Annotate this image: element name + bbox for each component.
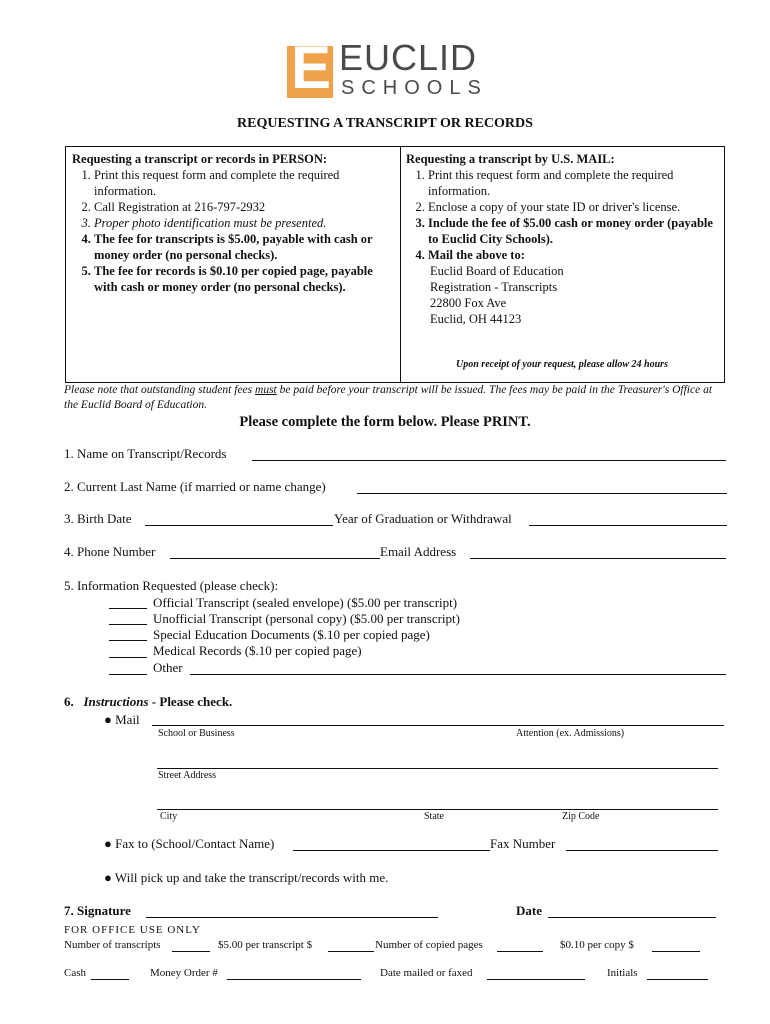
city-state-zip-input[interactable] xyxy=(157,809,718,810)
date-mailed-input[interactable] xyxy=(487,979,585,980)
phone-input[interactable] xyxy=(170,558,380,559)
money-order-label: Money Order # xyxy=(150,967,218,979)
in-person-item: 1. Print this request form and complete the required information. xyxy=(94,167,394,199)
num-pages-label: Number of copied pages xyxy=(375,939,483,951)
field-info-requested-label: 5. Information Requested (please check): xyxy=(64,578,279,593)
cash-input[interactable] xyxy=(91,979,129,980)
mail-option-label: Mail xyxy=(115,712,140,727)
by-mail-item: 4. Mail the above to: xyxy=(428,247,718,263)
city-label: City xyxy=(160,811,178,822)
street-address-label: Street Address xyxy=(158,770,217,781)
name-input[interactable] xyxy=(252,460,726,461)
instructions-number: 6. xyxy=(64,694,74,709)
signature-input[interactable] xyxy=(146,917,438,918)
initials-input[interactable] xyxy=(647,979,708,980)
in-person-item: 4. The fee for transcripts is $5.00, payable with cash or money order (no personal checks). xyxy=(94,231,394,263)
address-line: Registration - Transcripts xyxy=(430,280,558,294)
option-label: Official Transcript (sealed envelope) ($5.00 per transcript) xyxy=(153,595,458,610)
box-divider xyxy=(400,147,401,382)
receipt-note: Upon receipt of your request, please allow 24 hours xyxy=(456,359,668,370)
transcript-amount-input[interactable] xyxy=(328,951,374,952)
by-mail-heading: Requesting a transcript by U.S. MAIL: xyxy=(406,152,615,166)
instructions-heading xyxy=(64,694,232,710)
other-input[interactable] xyxy=(190,674,726,675)
attention-label: Attention (ex. Admissions) xyxy=(516,728,625,739)
fax-option[interactable]: ● Fax to (School/Contact Name) xyxy=(104,836,275,851)
mailing-address xyxy=(406,263,718,327)
date-label: Date xyxy=(516,903,542,918)
street-address-input[interactable] xyxy=(157,768,718,769)
form-instruction: Please complete the form below. Please PRINT. xyxy=(239,414,531,430)
pickup-option[interactable]: ● Will pick up and take the transcript/records with me. xyxy=(104,870,389,885)
option-label: Unofficial Transcript (personal copy) ($5.00 per transcript) xyxy=(153,611,460,626)
address-line: 22800 Fox Ave xyxy=(430,296,507,310)
num-transcripts-input[interactable] xyxy=(172,951,210,952)
field-last-name-label: 2. Current Last Name (if married or name change) xyxy=(64,479,326,494)
field-graduation-label: Year of Graduation or Withdrawal xyxy=(334,511,512,526)
copy-amount-input[interactable] xyxy=(652,951,700,952)
school-business-label: School or Business xyxy=(158,728,235,739)
school-business-input[interactable] xyxy=(152,725,724,726)
logo-schools-text: SCHOOLS xyxy=(341,77,488,99)
fees-note-text: be paid before your transcript will be issued. The fees may be paid in the Treasurer's Office at the Euclid Board of Education. xyxy=(64,384,713,411)
field-name-label: 1. Name on Transcript/Records xyxy=(64,446,227,461)
logo-e-letter: E xyxy=(291,34,332,101)
other-check[interactable] xyxy=(109,674,147,675)
official-transcript-check[interactable] xyxy=(109,608,147,609)
euclid-schools-logo xyxy=(287,34,488,101)
per-copy-label: $0.10 per copy $ xyxy=(560,939,634,951)
fees-note xyxy=(64,383,724,413)
by-mail-item: 2. Enclose a copy of your state ID or driver's license. xyxy=(428,199,718,215)
address-line: Euclid, OH 44123 xyxy=(430,312,522,326)
fees-note-text: Please note that outstanding student fees xyxy=(64,384,256,396)
instructions-rest: - Please check. xyxy=(148,694,233,709)
fees-note-must: must xyxy=(255,384,277,396)
fax-number-label: Fax Number xyxy=(490,836,556,851)
graduation-input[interactable] xyxy=(529,525,727,526)
in-person-column xyxy=(72,151,394,295)
birth-date-input[interactable] xyxy=(145,525,333,526)
num-transcripts-label: Number of transcripts xyxy=(64,939,161,951)
field-email-label: Email Address xyxy=(380,544,457,559)
initials-label: Initials xyxy=(607,967,638,979)
last-name-input[interactable] xyxy=(357,493,727,494)
instructions-italic: Instructions xyxy=(83,694,149,709)
address-line: Euclid Board of Education xyxy=(430,264,564,278)
pickup-option-label: Will pick up and take the transcript/records with me. xyxy=(114,870,389,885)
in-person-heading: Requesting a transcript or records in PERSON: xyxy=(72,152,328,166)
page-title: REQUESTING A TRANSCRIPT OR RECORDS xyxy=(237,116,533,131)
by-mail-column xyxy=(406,151,718,327)
per-transcript-label: $5.00 per transcript $ xyxy=(218,939,313,951)
cash-label: Cash xyxy=(64,967,86,979)
in-person-item: 3. Proper photo identification must be presented. xyxy=(94,215,394,231)
office-use-heading: FOR OFFICE USE ONLY xyxy=(64,924,201,936)
option-label: Other xyxy=(153,660,183,675)
instructions-box xyxy=(65,146,725,383)
option-label: Special Education Documents ($.10 per copied page) xyxy=(153,627,430,642)
unofficial-transcript-check[interactable] xyxy=(109,624,147,625)
by-mail-item: 3. Include the fee of $5.00 cash or money order (payable to Euclid City Schools). xyxy=(428,215,718,247)
by-mail-item: 1. Print this request form and complete the required information. xyxy=(428,167,718,199)
date-input[interactable] xyxy=(548,917,716,918)
option-label: Medical Records ($.10 per copied page) xyxy=(153,643,362,658)
state-label: State xyxy=(424,811,444,822)
in-person-item: 2. Call Registration at 216-797-2932 xyxy=(94,199,394,215)
signature-label: 7. Signature xyxy=(64,903,131,918)
mail-option[interactable]: ● Mail xyxy=(104,712,140,727)
date-mailed-label: Date mailed or faxed xyxy=(380,967,473,979)
fax-option-label: Fax to (School/Contact Name) xyxy=(115,836,275,851)
money-order-input[interactable] xyxy=(227,979,361,980)
email-input[interactable] xyxy=(470,558,726,559)
medical-records-check[interactable] xyxy=(109,657,147,658)
special-education-check[interactable] xyxy=(109,640,147,641)
num-pages-input[interactable] xyxy=(497,951,543,952)
field-phone-label: 4. Phone Number xyxy=(64,544,156,559)
field-birth-date-label: 3. Birth Date xyxy=(64,511,132,526)
fax-number-input[interactable] xyxy=(566,850,718,851)
zip-label: Zip Code xyxy=(562,811,600,822)
logo-euclid-text: EUCLID xyxy=(339,37,478,78)
fax-contact-input[interactable] xyxy=(293,850,490,851)
in-person-item: 5. The fee for records is $0.10 per copied page, payable with cash or money order (no personal checks). xyxy=(94,263,394,295)
